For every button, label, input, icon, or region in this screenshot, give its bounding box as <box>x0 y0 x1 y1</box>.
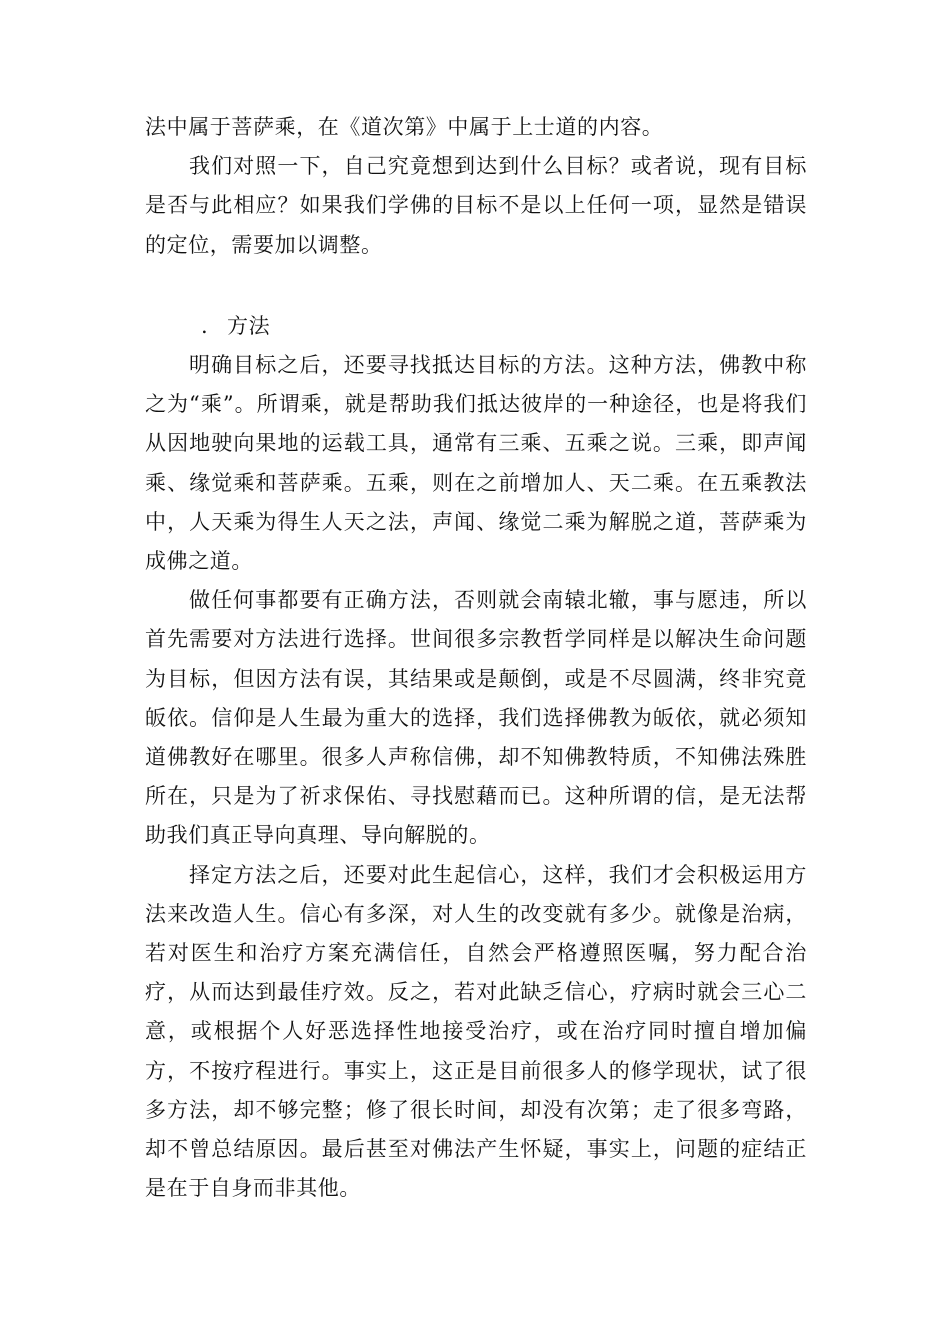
paragraph-vehicles: 明确目标之后，还要寻找抵达目标的方法。这种方法，佛教中称之为“乘”。所谓乘，就是帮助我们抵达彼岸的一种途径，也是将我们从因地驶向果地的运载工具，通常有三乘、五乘之说。三乘，即声闻乘、缘觉乘和菩萨乘。五乘，则在之前增加人、天二乘。在五乘教法中，人天乘为得生人天之法，声闻、缘觉二乘为解脱之道，菩萨乘为成佛之道。 <box>145 353 807 574</box>
section-heading-title: 方法 <box>227 313 271 338</box>
paragraph-continuation: 法中属于菩萨乘，在《道次第》中属于上士道的内容。 <box>145 115 664 139</box>
paragraph-faith: 择定方法之后，还要对此生起信心，这样，我们才会积极运用方法来改造人生。信心有多深，对人生的改变就有多少。就像是治病，若对医生和治疗方案充满信任，自然会严格遵照医嘱，努力配合治疗，从而达到最佳疗效。反之，若对此缺乏信心，疗病时就会三心二意，或根据个人好恶选择性地接受治疗，或在治疗同时擅自增加偏方，不按疗程进行。事实上，这正是目前很多人的修学现状，试了很多方法，却不够完整；修了很长时间，却没有次第；走了很多弯路，却不曾总结原因。最后甚至对佛法产生怀疑，事实上，问题的症结正是在于自身而非其他。 <box>145 862 807 1201</box>
paragraph-goal-reflection: 我们对照一下，自己究竟想到达到什么目标？或者说，现有目标是否与此相应？如果我们学佛的目标不是以上任何一项，显然是错误的定位，需要加以调整。 <box>145 154 807 257</box>
section-spacer <box>145 265 807 307</box>
section-heading <box>145 307 807 346</box>
section-heading-marker: . <box>201 313 209 338</box>
paragraph-correct-method: 做任何事都要有正确方法，否则就会南辕北辙，事与愿违，所以首先需要对方法进行选择。世间很多宗教哲学同样是以解决生命问题为目标，但因方法有误，其结果或是颠倒，或是不尽圆满，终非究竟皈依。信仰是人生最为重大的选择，我们选择佛教为皈依，就必须知道佛教好在哪里。很多人声称信佛，却不知佛教特质，不知佛法殊胜所在，只是为了祈求保佑、寻找慰藉而已。这种所谓的信，是无法帮助我们真正导向真理、导向解脱的。 <box>145 588 807 848</box>
document-page <box>145 108 807 1208</box>
